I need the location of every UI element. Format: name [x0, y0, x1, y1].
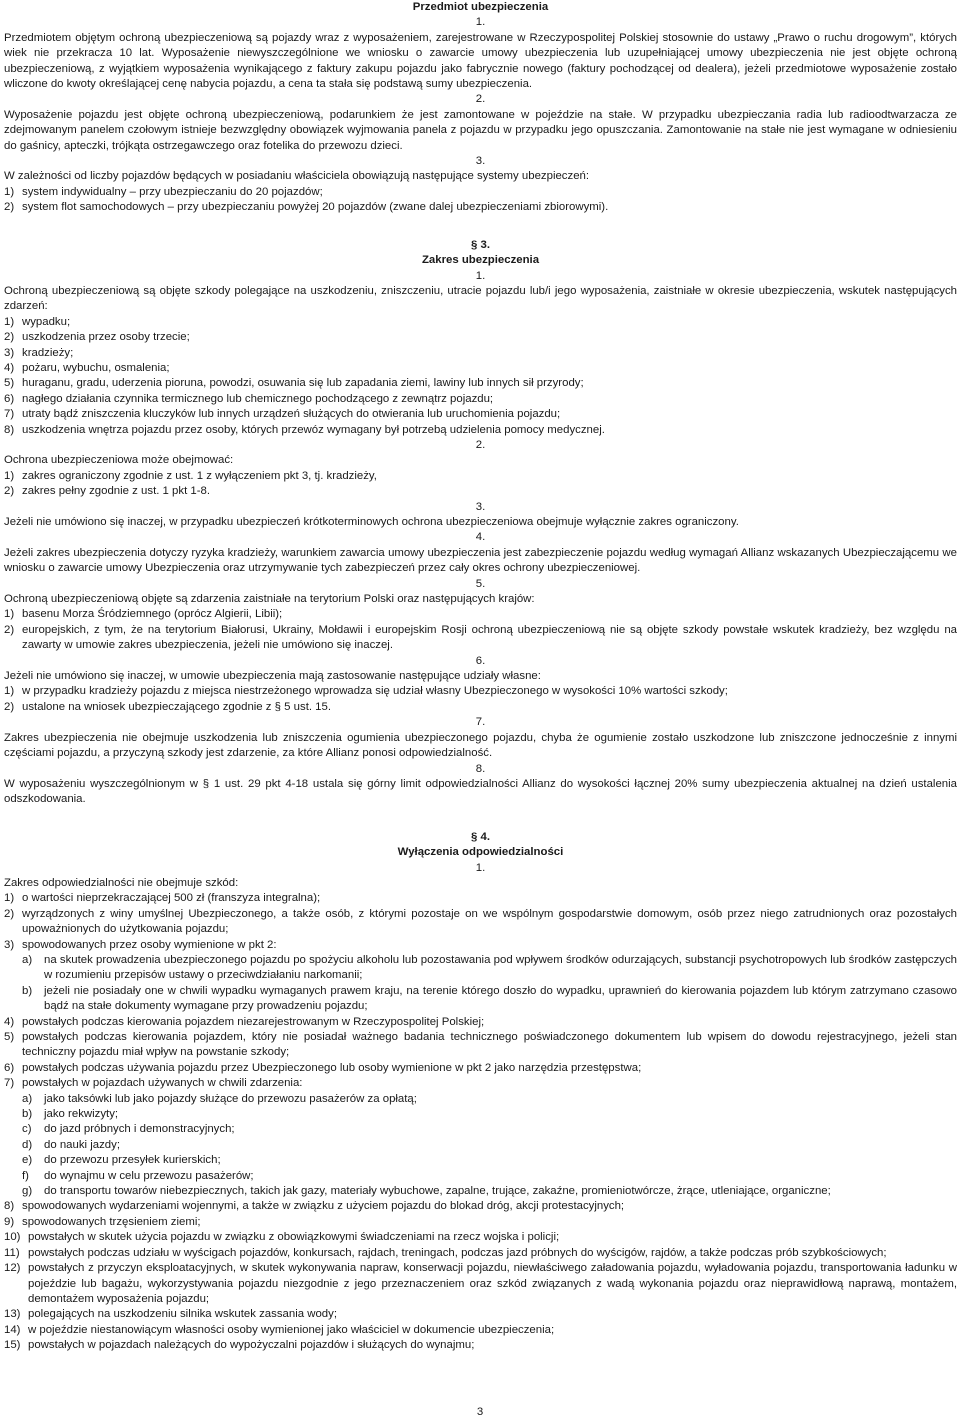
- list-item: [4, 346, 957, 361]
- paragraph-text: W zależności od liczby pojazdów będących w posiadaniu właściciela obowiązują następujące systemy ubezpieczeń:: [4, 170, 590, 183]
- sub-list-item-letter: d): [22, 1138, 33, 1151]
- list-item: [4, 185, 957, 200]
- paragraph-number: 2.: [475, 438, 486, 451]
- list-item-number: 7): [4, 408, 15, 421]
- section-przedmiot: [4, 15, 957, 215]
- list-item-number: 1): [4, 608, 15, 621]
- paragraph-text: Wyposażenie pojazdu jest objęte ochroną ubezpieczeniową, podarunkiem że jest zamontowane w pojeździe na stałe. W przypadku ubezpieczania radia lub radioodtwarzacza ze zdejmowanym panelem czołowym istnieje bezwzględny obowiązek wyjmowania panela z pojazdu w przypadku jego opuszczania. Zamontowanie na stałe nie jest wymagane w odniesieniu do gaśnicy, apteczki, trójkąta ostrzegawczego oraz fotelika do przewozu dzieci.: [4, 108, 957, 152]
- paragraph-number: 1.: [475, 269, 486, 282]
- list-item-text: spowodowanych wydarzeniami wojennymi, a także w związku z użyciem pojazdu do blokad dróg, akcji protestacyjnych;: [22, 1200, 625, 1213]
- list-item-number: 2): [4, 331, 15, 344]
- sub-list-item: [4, 1138, 957, 1153]
- list-item: [4, 623, 957, 654]
- paragraph-text: Jeżeli nie umówiono się inaczej, w przypadku ubezpieczeń krótkoterminowych ochrona ubezpieczeniowa obejmuje wyłącznie zakres ograniczony.: [4, 516, 739, 528]
- document-page: [4, 0, 957, 1354]
- list-item-text: powstałych podczas kierowania pojazdem, który nie posiadał ważnego badania technicznego poświadczonego dokumentem lub wpisem do dowodu rejestracyjnego, jeżeli stan techniczny pojazdu miał wpływ na powstanie szkody;: [22, 1031, 957, 1059]
- sub-list-item-letter: c): [22, 1123, 32, 1136]
- paragraph-text: Zakres ubezpieczenia nie obejmuje uszkodzenia lub zniszczenia ogumienia ubezpieczonego pojazdu, chyba że ogumienie zostało uszkodzone lub zniszczone jednocześnie z innymi częściami pojazdu, a przyczyną szkody jest zdarzenie, za które Allianz ponosi odpowiedzialność.: [4, 731, 957, 760]
- list-item: [4, 684, 957, 699]
- list-item-text: pożaru, wybuchu, osmalenia;: [22, 361, 170, 374]
- list-item-number: 2): [4, 700, 15, 713]
- list-item: [4, 1030, 957, 1061]
- sub-list-item-letter: g): [22, 1185, 33, 1198]
- list-item: [4, 1323, 957, 1338]
- list-item: [4, 907, 957, 938]
- list-item-number: 6): [4, 392, 15, 405]
- list-item-text: ustalone na wniosek ubezpieczającego zgodnie z § 5 ust. 15.: [22, 700, 332, 713]
- list-item-number: 1): [4, 185, 15, 198]
- section-title: Przedmiot ubezpieczenia: [412, 1, 549, 13]
- section-title: Wyłączenia odpowiedzialności: [397, 846, 564, 859]
- list-item-number: 5): [4, 377, 15, 390]
- list-item: [4, 484, 957, 499]
- sub-list-item: [4, 1107, 957, 1122]
- list-item-text: uszkodzenia przez osoby trzecie;: [22, 331, 190, 344]
- list-item-number: 4): [4, 361, 15, 374]
- list-item-number: 12): [4, 1262, 21, 1275]
- list-item-text: powstałych podczas używania pojazdu przez Ubezpieczonego lub osoby wymienione w pkt 2 jako narzędzia przestępstwa;: [22, 1061, 642, 1074]
- sub-list-item-text: jako taksówki lub jako pojazdy służące do przewozu pasażerów za opłatą;: [44, 1092, 417, 1105]
- sub-list-item-letter: f): [22, 1169, 29, 1182]
- section-title: Zakres ubezpieczenia: [421, 254, 540, 267]
- list-item-text: powstałych z przyczyn eksploatacyjnych, w skutek wykonywania napraw, konserwacji pojazdu, niewłaściwego załadowania pojazdu, wyładowania pojazdu, transportowania ładunku w pojeździe lub bagażu, wykorzystywania pojazdu niezgodnie z jego przeznaczeniem oraz szkód związanych z wadą wykonania pojazdu oraz nieprawidłową naprawą, montażem, demontażem wyposażenia pojazdu;: [28, 1262, 957, 1305]
- list-item-number: 14): [4, 1323, 21, 1336]
- list-item-text: nagłego działania czynnika termicznego lub chemicznego pochodzącego z zewnątrz pojazdu;: [22, 392, 494, 405]
- list-item-number: 2): [4, 201, 15, 214]
- paragraph-number: 3.: [475, 500, 486, 513]
- list-item-number: 9): [4, 1215, 15, 1228]
- list-item: [4, 407, 957, 422]
- sub-list-item: [4, 1169, 957, 1184]
- paragraph-number: 5.: [475, 577, 486, 590]
- list-item-number: 4): [4, 1015, 15, 1028]
- paragraph-text: W wyposażeniu wyszczególnionym w § 1 ust. 29 pkt 4-18 ustala się górny limit odpowiedzialności Allianz do wysokości łącznej 20% sumy ubezpieczenia aktualnej na dzień ustalenia odszkodowania.: [4, 777, 957, 806]
- paragraph-text: Zakres odpowiedzialności nie obejmuje szkód:: [4, 876, 239, 889]
- paragraph-number: 3.: [475, 155, 486, 168]
- section-wylaczenia: [4, 861, 957, 1354]
- list-item: [4, 392, 957, 407]
- list-item: [4, 1230, 957, 1245]
- list-item-number: 2): [4, 623, 15, 636]
- list-item: [4, 1246, 957, 1261]
- paragraph-number: 4.: [475, 531, 486, 544]
- list-item-number: 8): [4, 423, 15, 436]
- sub-list-item-text: do transportu towarów niebezpiecznych, takich jak gazy, materiały wybuchowe, zapalne, trujące, zakaźne, promieniotwórcze, żrące, utleniające, organiczne;: [44, 1185, 831, 1198]
- list-item-number: 1): [4, 469, 15, 482]
- list-item-number: 10): [4, 1231, 21, 1244]
- sub-list-item-letter: b): [22, 1108, 33, 1121]
- sub-list-item: [4, 984, 957, 1015]
- list-item: [4, 1338, 957, 1353]
- list-item-text: uszkodzenia wnętrza pojazdu przez osoby, których przewóz wymagany był potrzebą udzielenia pomocy medycznej.: [22, 423, 605, 436]
- list-item-text: europejskich, z tym, że na terytorium Białorusi, Ukrainy, Mołdawii i europejskim Rosji ochroną ubezpieczeniową nie są objęte szkody powstałe wskutek kradzieży, bez względu na zawarty w umowie zakres ubezpieczenia, jeżeli nie umówiono się inaczej.: [22, 623, 957, 652]
- paragraph-text: Jeżeli zakres ubezpieczenia dotyczy ryzyka kradzieży, warunkiem zawarcia umowy ubezpieczenia jest zabezpieczenie pojazdu według wymagań Allianz wskazanych Ubezpieczającemu we wniosku o zawarcie umowy Ubezpieczenia oraz utrzymywanie tych zabezpieczeń przez cały okres ochrony ubezpieczeniowej.: [4, 546, 957, 575]
- sub-list-item: [4, 1153, 957, 1168]
- list-item: [4, 315, 957, 330]
- paragraph-text: Ochroną ubezpieczeniową są objęte szkody polegające na uszkodzeniu, zniszczeniu, utracie pojazdu lub/i jego wyposażenia, zaistniałe w okresie ubezpieczenia, wskutek następujących zdarzeń:: [4, 284, 957, 313]
- paragraph-number: 1.: [475, 861, 486, 874]
- list-item: [4, 1076, 957, 1091]
- list-item-number: 13): [4, 1308, 21, 1321]
- list-item: [4, 423, 957, 438]
- list-item-number: 1): [4, 315, 15, 328]
- list-item: [4, 330, 957, 345]
- section-zakres: [4, 269, 957, 808]
- sub-list-item-text: do przewozu przesyłek kurierskich;: [44, 1154, 221, 1167]
- list-item-number: 7): [4, 1077, 15, 1090]
- list-item-text: polegających na uszkodzeniu silnika wskutek zassania wody;: [28, 1308, 337, 1321]
- paragraph-number: 7.: [475, 716, 486, 729]
- paragraph-text: Ochroną ubezpieczeniową objęte są zdarzenia zaistniałe na terytorium Polski oraz następujących krajów:: [4, 593, 535, 606]
- list-item-text: spowodowanych trzęsieniem ziemi;: [22, 1215, 201, 1228]
- list-item-number: 5): [4, 1031, 15, 1043]
- list-item-text: powstałych podczas udziału w wyścigach pojazdów, konkursach, rajdach, treningach, podczas jazd próbnych do wyścigów, rajdów, a także podczas prób szybkościowych;: [28, 1246, 887, 1259]
- list-item-number: 6): [4, 1061, 15, 1074]
- list-item-text: system indywidualny – przy ubezpieczaniu do 20 pojazdów;: [22, 185, 323, 198]
- list-item-number: 11): [4, 1246, 20, 1259]
- list-item: [4, 700, 957, 715]
- list-item-text: system flot samochodowych – przy ubezpieczaniu powyżej 20 pojazdów (zwane dalej ubezpieczeniami zbiorowymi).: [22, 201, 609, 214]
- paragraph-number: 1.: [475, 16, 486, 29]
- sub-list-item: [4, 1184, 957, 1199]
- list-item-text: zakres pełny zgodnie z ust. 1 pkt 1-8.: [22, 485, 211, 498]
- list-item-number: 2): [4, 907, 15, 920]
- sub-list-item-letter: a): [22, 953, 33, 966]
- sub-list-item-letter: a): [22, 1092, 33, 1105]
- list-item: [4, 376, 957, 391]
- list-item-text: o wartości nieprzekraczającej 500 zł (franszyza integralna);: [22, 892, 321, 905]
- sub-list-item-letter: b): [22, 984, 33, 997]
- list-item: [4, 361, 957, 376]
- list-item-text: powstałych w skutek użycia pojazdu w związku z obowiązkowymi świadczeniami na rzecz wojska i policji;: [28, 1231, 560, 1244]
- list-item: [4, 1215, 957, 1230]
- list-item-number: 3): [4, 938, 15, 951]
- list-item: [4, 1199, 957, 1214]
- list-item-number: 2): [4, 485, 15, 498]
- section-mark: § 4.: [471, 830, 490, 843]
- list-item-text: powstałych podczas kierowania pojazdem niezarejestrowanym w Rzeczypospolitej Polskiej;: [22, 1015, 485, 1028]
- sub-list-item-letter: e): [22, 1154, 33, 1167]
- sub-list-item-text: na skutek prowadzenia ubezpieczonego pojazdu po spożyciu alkoholu lub pozostawania pod wpływem środków odurzających, substancji psychotropowych lub środków zastępczych w rozumieniu przepisów ustawy o przeciwdziałaniu narkomanii;: [44, 953, 957, 982]
- sub-list-item-text: jeżeli nie posiadały one w chwili wypadku wymaganych prawem kraju, na terenie którego doszło do wypadku, uprawnień do kierowania pojazdem lub którym zatrzymano czasowo bądź na stałe dokumenty wymagane przy prowadzeniu pojazdu;: [44, 984, 957, 1013]
- list-item: [4, 938, 957, 953]
- list-item-number: 3): [4, 346, 15, 359]
- list-item-text: w pojeździe niestanowiącym własności osoby wymienionej jako właściciel w dokumencie ubezpieczenia;: [28, 1323, 555, 1336]
- page-number: 3: [476, 1406, 484, 1418]
- paragraph-number: 8.: [475, 762, 486, 775]
- list-item-text: wypadku;: [22, 315, 71, 328]
- paragraph-number: 6.: [475, 654, 486, 667]
- list-item: [4, 607, 957, 622]
- list-item: [4, 891, 957, 906]
- list-item: [4, 469, 957, 484]
- list-item-text: w przypadku kradzieży pojazdu z miejsca niestrzeżonego wprowadza się udział własny Ubezpieczonego w wysokości 10% wartości szkody;: [22, 685, 728, 698]
- sub-list-item: [4, 1122, 957, 1137]
- sub-list-item: [4, 1092, 957, 1107]
- list-item-text: powstałych w pojazdach używanych w chwili zdarzenia:: [22, 1077, 303, 1090]
- section-mark: § 3.: [471, 238, 490, 251]
- sub-list-item-text: do wynajmu w celu przewozu pasażerów;: [44, 1169, 254, 1182]
- list-item: [4, 200, 957, 215]
- list-item-text: utraty bądź zniszczenia kluczyków lub innych urządzeń służących do otwierania lub uruchomienia pojazdu;: [22, 408, 561, 421]
- list-item-text: powstałych w pojazdach należących do wypożyczalni pojazdów i służących do wynajmu;: [28, 1339, 475, 1352]
- sub-list-item-text: do nauki jazdy;: [44, 1138, 120, 1151]
- list-item-text: kradzieży;: [22, 346, 74, 359]
- sub-list-item: [4, 953, 957, 984]
- paragraph-number: 2.: [475, 93, 486, 106]
- list-item-text: spowodowanych przez osoby wymienione w pkt 2:: [22, 938, 277, 951]
- list-item: [4, 1061, 957, 1076]
- list-item-text: huraganu, gradu, uderzenia pioruna, powodzi, osuwania się lub zapadania ziemi, lawiny lub innych sił przyrody;: [22, 377, 584, 390]
- list-item-text: basenu Morza Śródziemnego (oprócz Algierii, Libii);: [22, 608, 283, 621]
- sub-list-item-text: jako rekwizyty;: [44, 1108, 119, 1121]
- list-item: [4, 1015, 957, 1030]
- list-item-text: zakres ograniczony zgodnie z ust. 1 z wyłączeniem pkt 3, tj. kradzieży,: [22, 469, 377, 482]
- list-item: [4, 1307, 957, 1322]
- list-item-number: 1): [4, 892, 15, 905]
- list-item-text: wyrządzonych z winy umyślnej Ubezpieczonego, a także osób, z którymi pozostaje on we wspólnym gospodarstwie domowym, osób przez niego zatrudnionych oraz pozostałych upoważnionych do użytkowania pojazdu;: [22, 907, 957, 936]
- list-item-number: 15): [4, 1339, 21, 1352]
- paragraph-text: Jeżeli nie umówiono się inaczej, w umowie ubezpieczenia mają zastosowanie następujące udziały własne:: [4, 670, 541, 683]
- sub-list-item-text: do jazd próbnych i demonstracyjnych;: [44, 1123, 235, 1136]
- list-item-number: 8): [4, 1200, 15, 1213]
- list-item: [4, 1261, 957, 1307]
- paragraph-text: Ochrona ubezpieczeniowa może obejmować:: [4, 454, 234, 467]
- paragraph-text: Przedmiotem objętym ochroną ubezpieczeniową są pojazdy wraz z wyposażeniem, zarejestrowane w Rzeczypospolitej Polskiej stosownie do ustawy „Prawo o ruchu drogowym”, których wiek nie przekracza 10 lat. Wyposażenie niewyszczególnione we wniosku o zawarcie umowy ubezpieczenia lub uzupełniającej umowy ubezpieczenia nie jest objęte ochroną ubezpieczeniową, z wyjątkiem wyposażenia wynikającego z faktury zakupu pojazdu jako fabrycznie nowego (faktury pochodzącej od dealera), jeżeli przedmiotowe wyposażenie zostało wliczone do kwoty określającej cenę nabycia pojazdu, a cena ta stała się podstawą sumy ubezpieczenia.: [4, 31, 957, 91]
- list-item-number: 1): [4, 685, 15, 698]
